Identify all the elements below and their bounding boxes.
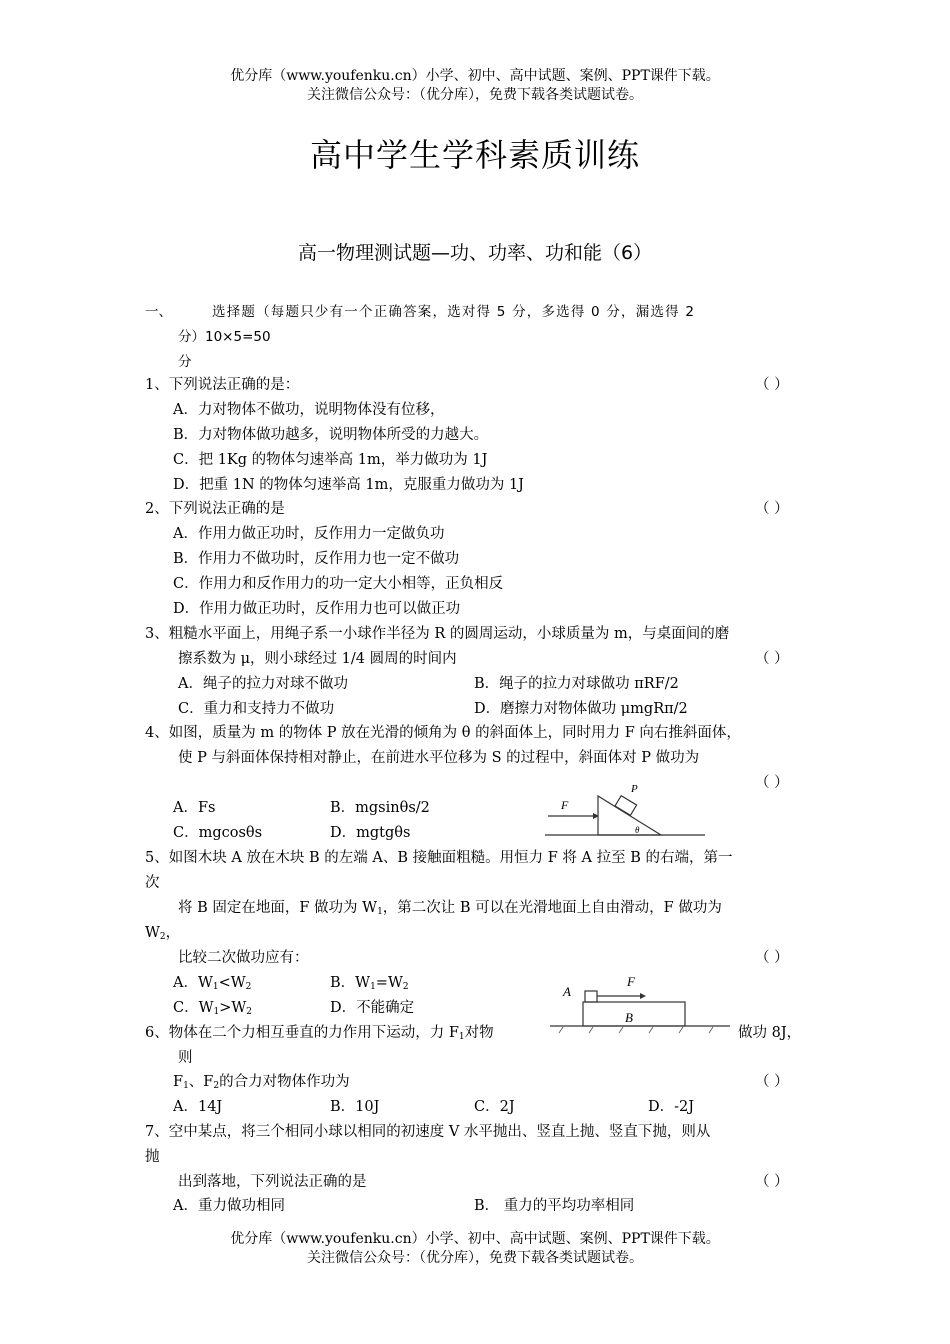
q5-option-c — [173, 998, 252, 1022]
q1-option-d: D．把重 1N 的物体匀速举高 1m，克服重力做功为 1J — [173, 477, 524, 493]
q5-stem-2-part-d: ， — [165, 925, 181, 941]
q3-option-a: A．绳子的拉力对球不做功 — [178, 676, 348, 692]
q5-stem-2-part-b: ，第二次让 B 可以在光滑地面上自由滑动，F 做功为 — [382, 900, 722, 916]
q5-stem-2c — [145, 923, 180, 947]
q5-label-b: B — [625, 1010, 633, 1025]
q5-sub-1: 1 — [377, 907, 383, 917]
page-subtitle: 高一物理测试题—功、功率、功和能（6） — [297, 242, 653, 264]
q3-answer-paren: （ ） — [755, 651, 789, 667]
q4-option-b: B．mgsinθs/2 — [330, 800, 430, 816]
q5-blocks-figure — [545, 962, 735, 1044]
q5-label-a: A — [563, 984, 571, 999]
q5-option-a-sub2: 2 — [245, 982, 252, 992]
q5-stem-1-text: 5、如图木块 A 放在木块 B 的左端 A、B 接触面粗糙。用恒力 F 将 A 拉至 B 的右端，第一 — [145, 850, 733, 866]
q7-stem-2: 出到落地，下列说法正确的是 — [178, 1174, 367, 1190]
q6-option-a: A．14J — [173, 1099, 223, 1115]
q1-answer-paren: （ ） — [755, 377, 789, 393]
q1-stem: 1、下列说法正确的是： — [145, 377, 300, 393]
q3-stem-1: 3、粗糙水平面上，用绳子系一小球作半径为 R 的圆周运动，小球质量为 m，与桌面间的磨 — [145, 626, 730, 642]
q4-stem-2: 使 P 与斜面体保持相对静止，在前进水平位移为 S 的过程中，斜面体对 P 做功为 — [178, 750, 700, 766]
q7-stem-1: 7、空中某点，将三个相同小球以相同的初速度 V 水平抛出、竖直上抛、竖直下抛，则从 — [145, 1124, 711, 1140]
section-line-1: 选择题（每题只少有一个正确答案，选对得 5 分，多选得 0 分，漏选得 2 — [212, 304, 696, 320]
q5-option-c-sub1: 1 — [213, 1007, 220, 1017]
q5-option-a — [173, 973, 251, 997]
q5-stem-1b: 次 — [145, 875, 160, 891]
q3-option-c: C．重力和支持力不做功 — [178, 701, 335, 717]
q5-sub-2: 2 — [159, 932, 166, 942]
q5-option-c-rel: >W — [219, 1000, 247, 1016]
q2-answer-paren: （ ） — [755, 501, 789, 517]
q4-option-d: D．mgtgθs — [330, 825, 411, 841]
q5-stem-2 — [178, 898, 722, 922]
q1-option-b: B．力对物体做功越多，说明物体所受的力越大。 — [173, 427, 489, 443]
q5-option-c-sub2: 2 — [246, 1007, 253, 1017]
q6-option-b: B．10J — [330, 1099, 380, 1115]
q4-answer-paren: （ ） — [755, 775, 789, 791]
q2-option-a: A．作用力做正功时，反作用力一定做负功 — [173, 526, 445, 542]
q1-option-a: A．力对物体不做功，说明物体没有位移， — [173, 402, 445, 418]
q6-stem-2-f1: F — [173, 1074, 184, 1090]
q5-option-a-w: A．W — [173, 975, 213, 991]
q1-option-c: C．把 1Kg 的物体匀速举高 1m，举力做功为 1J — [173, 452, 488, 468]
q7-stem-1b: 抛 — [145, 1149, 160, 1165]
q6-option-c: C．2J — [474, 1099, 515, 1115]
q6-answer-paren: （ ） — [755, 1074, 789, 1090]
q5-label-f: F — [627, 974, 635, 989]
q6-stem-2-f2: 、F — [188, 1074, 214, 1090]
header-line-2: 关注微信公众号：（优分库），免费下载各类试题试卷。 — [307, 87, 643, 103]
page-title: 高中学生学科素质训练 — [309, 136, 640, 174]
footer-line-1: 优分库（www.youfenku.cn）小学、初中、高中试题、案例、PPT课件下载。 — [230, 1231, 720, 1247]
q4-option-c: C．mgcosθs — [173, 825, 263, 841]
q2-option-d: D．作用力做正功时，反作用力也可以做正功 — [173, 601, 461, 617]
q5-option-b — [330, 973, 409, 997]
q3-stem-2: 擦系数为 μ，则小球经过 1/4 圆周的时间内 — [178, 651, 457, 667]
q5-option-b-rel: =W — [375, 975, 403, 991]
q6-stem-2-sub2: 2 — [213, 1081, 220, 1091]
q5-answer-paren: （ ） — [755, 950, 789, 966]
q4-label-f: F — [561, 798, 569, 812]
q7-option-a: A．重力做功相同 — [173, 1198, 285, 1214]
q2-stem: 2、下列说法正确的是 — [145, 501, 285, 517]
q4-block-p — [615, 796, 637, 816]
q5-option-a-rel: <W — [218, 975, 246, 991]
section-line-2: 分）10×5=50 — [178, 329, 271, 345]
q3-option-b: B．绳子的拉力对球做功 πRF/2 — [474, 676, 679, 692]
q4-label-theta: θ — [635, 825, 640, 835]
q4-label-p: P — [631, 783, 638, 795]
q6-stem-1-part-a: 6、物体在二个力相互垂直的力作用下运动，力 F — [145, 1025, 459, 1041]
q5-stem-2-part-c: W — [145, 925, 160, 941]
section-number: 一、 — [145, 304, 172, 320]
q5-option-b-sub2: 2 — [402, 982, 409, 992]
q5-option-a-sub1: 1 — [212, 982, 219, 992]
q7-option-b: B． 重力的平均功率相同 — [474, 1198, 635, 1214]
q4-option-a: A．Fs — [173, 800, 216, 816]
q4-stem-1: 4、如图，质量为 m 的物体 P 放在光滑的倾角为 θ 的斜面体上，同时用力 F 向右推斜面体， — [145, 725, 741, 741]
q2-option-b: B．作用力不做功时，反作用力也一定不做功 — [173, 551, 460, 567]
section-line-3: 分 — [178, 354, 192, 370]
q4-incline-wedge — [598, 796, 661, 835]
q5-figure-background — [545, 962, 735, 1044]
header-line-1: 优分库（www.youfenku.cn）小学、初中、高中试题、案例、PPT课件下载。 — [230, 68, 720, 84]
q6-stem-1 — [145, 1023, 494, 1047]
footer-line-2: 关注微信公众号：（优分库），免费下载各类试题试卷。 — [307, 1250, 643, 1266]
q5-option-b-sub1: 1 — [370, 982, 376, 992]
q5-option-d: D．不能确定 — [330, 1000, 415, 1016]
q5-stem-2-part-a: 将 B 固定在地面，F 做功为 W — [178, 900, 378, 916]
q4-incline-figure — [543, 778, 708, 840]
q6-option-d: D．-2J — [648, 1099, 695, 1115]
q5-stem-3: 比较二次做功应有： — [178, 950, 309, 966]
q6-sub-1: 1 — [458, 1032, 465, 1042]
q6-stem-2-rest: 的合力对物体作功为 — [219, 1074, 350, 1090]
q5-stem-1 — [145, 848, 732, 868]
q6-stem-1d: 则 — [178, 1050, 193, 1066]
q6-stem-2-sub1: 1 — [183, 1081, 189, 1091]
q3-option-d: D．磨擦力对物体做功 μmgRπ/2 — [474, 701, 688, 717]
q6-stem-2 — [173, 1072, 350, 1096]
q7-answer-paren: （ ） — [755, 1174, 789, 1190]
q6-stem-1-part-b: 对物 — [464, 1025, 494, 1041]
q6-stem-1c: 做功 8J， — [738, 1025, 802, 1041]
q5-option-b-w: B．W — [330, 975, 371, 991]
q5-option-c-w: C．W — [173, 1000, 214, 1016]
q2-option-c: C．作用力和反作用力的功一定大小相等，正负相反 — [173, 576, 504, 592]
